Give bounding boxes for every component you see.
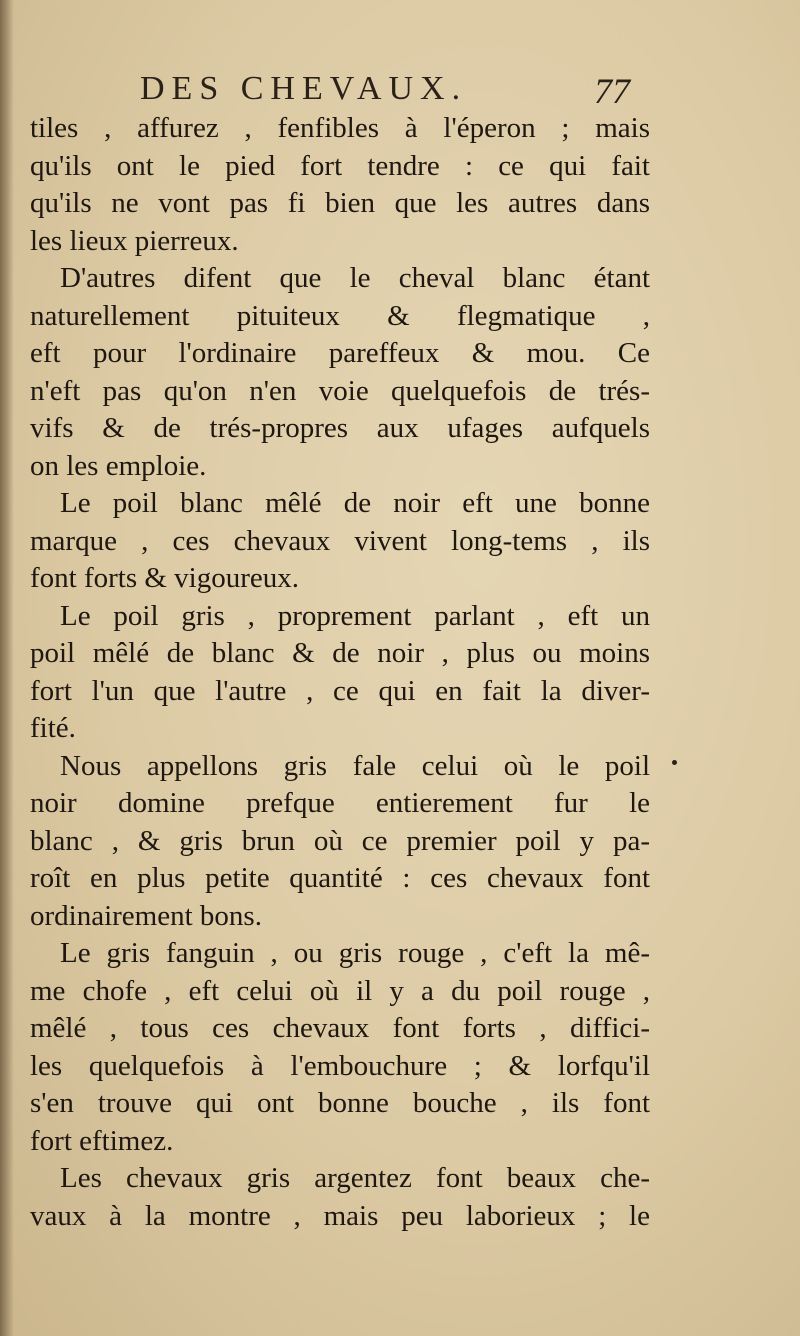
- text-line: Le gris fanguin , ou gris rouge , c'eft la mê-: [60, 937, 650, 969]
- text-line: eft pour l'ordinaire pareffeux & mou. Ce: [30, 337, 650, 369]
- ink-speck: [672, 760, 677, 765]
- text-line: noir domine prefque entierement fur le: [30, 787, 650, 819]
- text-line: poil mêlé de blanc & de noir , plus ou moins: [30, 637, 650, 669]
- text-line: on les emploie.: [30, 449, 207, 482]
- text-line: blanc , & gris brun où ce premier poil y pa-: [30, 824, 650, 857]
- body-text: [30, 110, 650, 1235]
- page-number: 77: [594, 71, 630, 111]
- text-line: vifs & de trés-propres aux ufages aufquels: [30, 412, 650, 444]
- text-line: D'autres difent que le cheval blanc étant: [60, 262, 650, 294]
- text-line: Nous appellons gris fale celui où le poil: [60, 749, 650, 782]
- text-line: fort eftimez.: [30, 1124, 174, 1157]
- text-line: qu'ils ont le pied fort tendre : ce qui fait: [30, 149, 650, 182]
- text-line: ordinairement bons.: [30, 899, 262, 932]
- text-line: n'eft pas qu'on n'en voie quelquefois de trés-: [30, 374, 650, 407]
- text-line: roît en plus petite quantité : ces chevaux font: [30, 862, 650, 894]
- text-line: vaux à la montre , mais peu laborieux ; le: [30, 1199, 650, 1232]
- text-line: Les chevaux gris argentez font beaux che-: [60, 1162, 650, 1194]
- text-line: marque , ces chevaux vivent long-tems , ils: [30, 524, 650, 557]
- text-line: s'en trouve qui ont bonne bouche , ils font: [30, 1087, 650, 1119]
- text-line: mêlé , tous ces chevaux font forts , diffici-: [30, 1012, 650, 1044]
- text-line: fité.: [30, 712, 76, 744]
- page-gutter: [0, 0, 14, 1336]
- text-line: naturellement pituiteux & flegmatique ,: [30, 299, 650, 332]
- text-line: Le poil blanc mêlé de noir eft une bonne: [60, 487, 650, 519]
- text-line: font forts & vigoureux.: [30, 562, 300, 594]
- text-line: fort l'un que l'autre , ce qui en fait la diver-: [30, 674, 650, 707]
- text-line: tiles , affurez , fenfibles à l'éperon ; mais: [30, 112, 650, 144]
- text-line: me chofe , eft celui où il y a du poil rouge ,: [30, 974, 650, 1007]
- text-line: les quelquefois à l'embouchure ; & lorfqu'il: [30, 1049, 650, 1082]
- running-title: DES CHEVAUX.: [140, 70, 468, 107]
- text-line: qu'ils ne vont pas fi bien que les autres dans: [30, 187, 650, 219]
- text-line: les lieux pierreux.: [30, 224, 239, 257]
- text-line: Le poil gris , proprement parlant , eft un: [60, 599, 650, 632]
